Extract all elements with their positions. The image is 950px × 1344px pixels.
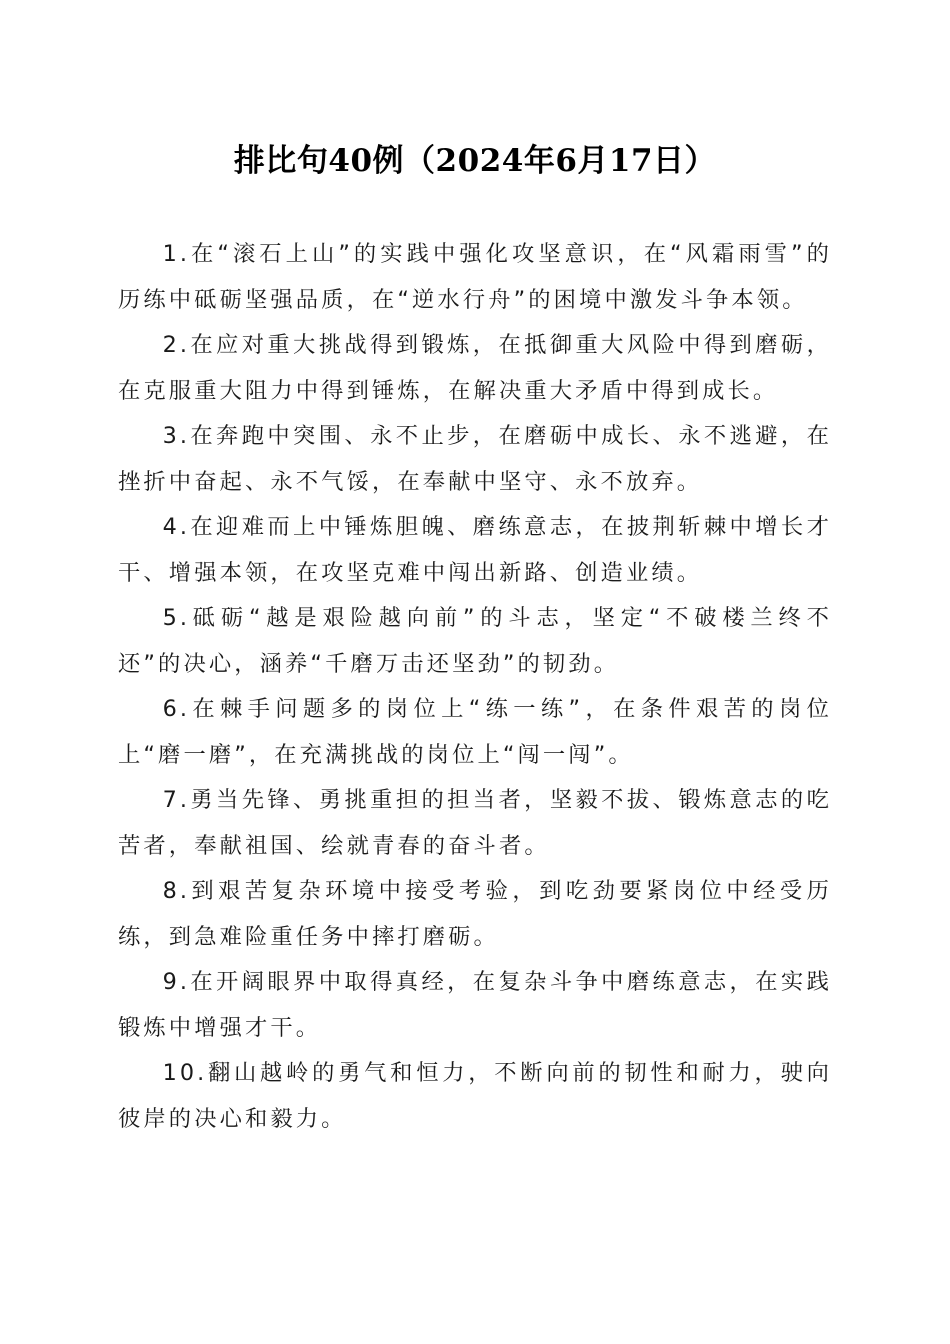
paragraph-10: 10.翻山越岭的勇气和恒力，不断向前的韧性和耐力，驶向彼岸的决心和毅力。 xyxy=(118,1060,832,1132)
paragraph-4: 4.在迎难而上中锤炼胆魄、磨练意志，在披荆斩棘中增长才干、增强本领，在攻坚克难中闯出新路、创造业绩。 xyxy=(118,514,832,586)
paragraph-5: 5.砥砺“越是艰险越向前”的斗志，坚定“不破楼兰终不还”的决心，涵养“千磨万击还坚劲”的韧劲。 xyxy=(118,605,832,677)
document-body xyxy=(118,232,832,1142)
paragraph-2: 2.在应对重大挑战得到锻炼，在抵御重大风险中得到磨砺，在克服重大阻力中得到锤炼，在解决重大矛盾中得到成长。 xyxy=(118,332,832,404)
paragraph-6: 6.在棘手问题多的岗位上“练一练”，在条件艰苦的岗位上“磨一磨”，在充满挑战的岗位上“闯一闯”。 xyxy=(118,696,832,768)
document-title: 排比句40例（2024年6月17日） xyxy=(233,143,717,179)
paragraph-3: 3.在奔跑中突围、永不止步，在磨砺中成长、永不逃避，在挫折中奋起、永不气馁，在奉献中坚守、永不放弃。 xyxy=(118,423,832,495)
paragraph-1: 1.在“滚石上山”的实践中强化攻坚意识，在“风霜雨雪”的历练中砥砺坚强品质，在“逆水行舟”的困境中激发斗争本领。 xyxy=(118,241,832,313)
paragraph-9: 9.在开阔眼界中取得真经，在复杂斗争中磨练意志，在实践锻炼中增强才干。 xyxy=(118,969,832,1041)
paragraph-7: 7.勇当先锋、勇挑重担的担当者，坚毅不拔、锻炼意志的吃苦者，奉献祖国、绘就青春的奋斗者。 xyxy=(118,787,832,859)
paragraph-8: 8.到艰苦复杂环境中接受考验，到吃劲要紧岗位中经受历练，到急难险重任务中摔打磨砺。 xyxy=(118,878,832,950)
